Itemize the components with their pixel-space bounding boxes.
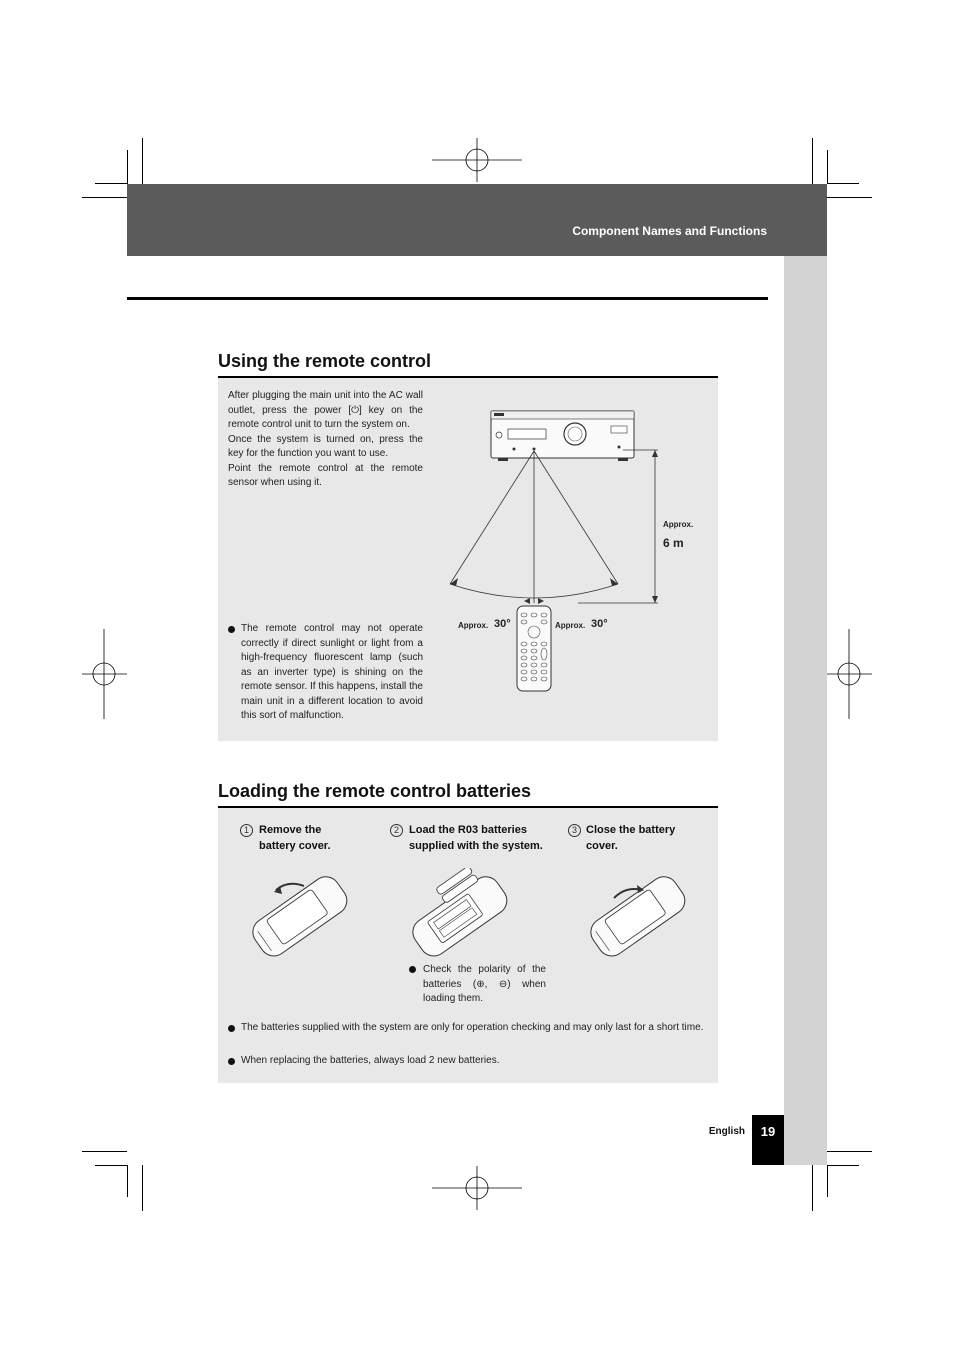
load-batteries-illustration (406, 868, 516, 963)
remote-control-illustration (517, 606, 551, 691)
step-number-2: 2 (390, 824, 403, 837)
intro-text (228, 389, 423, 491)
battery-note-2: When replacing the batteries, always load 2 new batteries. (241, 1055, 500, 1066)
step-label-3: Close the battery cover. (586, 824, 676, 852)
section-title-remote: Using the remote control (218, 351, 432, 371)
remote-panel (218, 378, 718, 741)
step-number-1: 1 (240, 824, 253, 837)
close-cover-illustration (584, 868, 694, 963)
angle-right-label: Approx. (555, 621, 586, 630)
polarity-note: Check the polarity of the batteries (⊕, ⊖) when loading them. (423, 964, 546, 1004)
angle-left-value: 30° (494, 618, 511, 630)
page-number: 19 (760, 1124, 776, 1139)
step-label-1: Remove the battery cover. (259, 824, 331, 852)
battery-note-1: The batteries supplied with the system are only for operation checking and may only last for a short time. (241, 1022, 704, 1033)
point-paragraph: Point the remote control at the remote sensor when using it. (228, 462, 423, 488)
language-label: English (708, 1126, 745, 1137)
bullet-icon (409, 966, 416, 973)
angle-right-value: 30° (591, 618, 608, 630)
header-band (127, 184, 827, 256)
step-label-2: Load the R03 batteries supplied with the system. (409, 824, 543, 852)
distance-value: 6 m (663, 536, 684, 550)
side-strip (784, 256, 827, 1165)
intro-paragraph: After plugging the main unit into the AC wall outlet, press the power [⏻] key on the remote control unit to turn the system on. (228, 390, 423, 430)
page-number-box (752, 1115, 784, 1165)
distance-label: Approx. (663, 520, 694, 529)
bullet-icon (228, 1025, 235, 1032)
batteries-panel (218, 808, 718, 1083)
remote-range-diagram (438, 406, 718, 696)
function-paragraph: Once the system is turned on, press the key for the function you want to use. (228, 433, 423, 459)
angle-left-label: Approx. (458, 621, 489, 630)
bullet-icon (228, 626, 235, 633)
remove-cover-illustration (246, 868, 356, 963)
top-rule (127, 297, 768, 300)
bullet-icon (228, 1058, 235, 1065)
main-unit-illustration (491, 411, 634, 461)
sensor-note: The remote control may not operate correctly if direct sunlight or light from a high-frequency fluorescent lamp (such as an inverter type) is shining on the remote sensor. If this happens, install the main unit in a different location to avoid this sort of malfunction. (241, 623, 423, 721)
step-number-3: 3 (568, 824, 581, 837)
section-title-batteries: Loading the remote control batteries (218, 781, 532, 801)
header-title: Component Names and Functions (572, 224, 767, 238)
